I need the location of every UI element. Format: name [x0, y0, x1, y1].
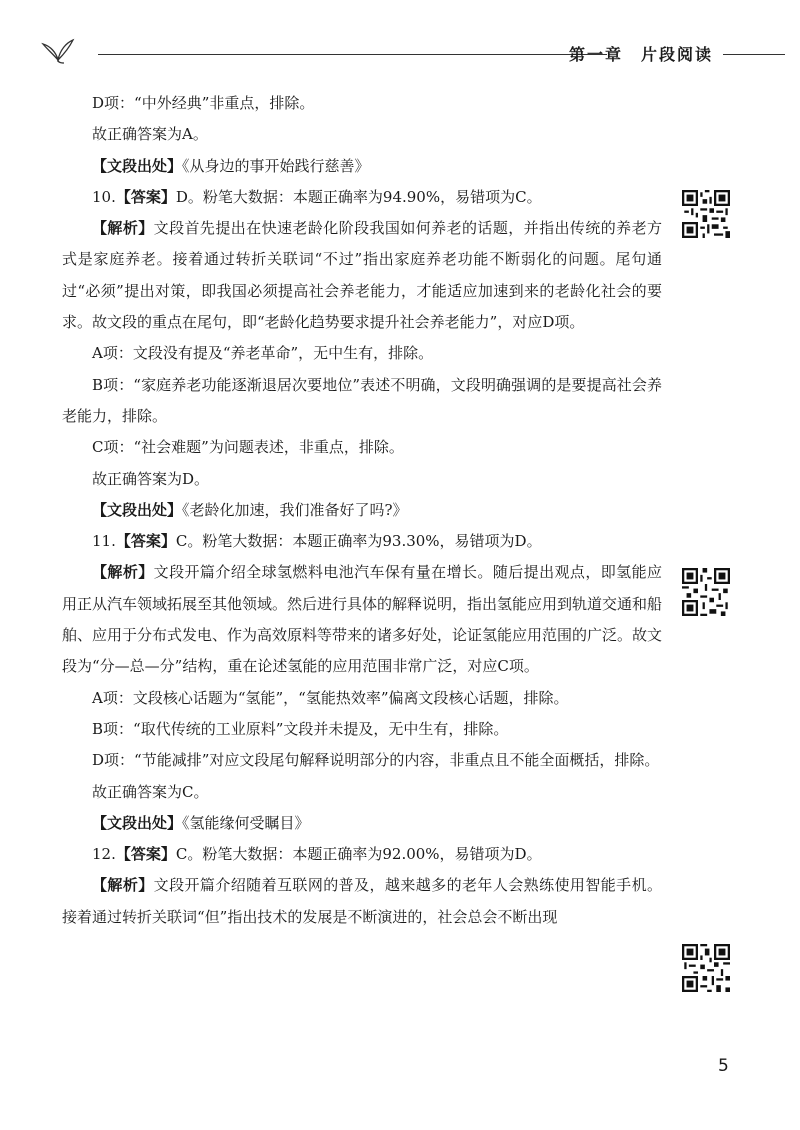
leaf-icon [40, 34, 76, 64]
chapter-title: 第一章 片段阅读 [568, 45, 713, 64]
source-title: 《氢能缘何受瞩目》 [182, 813, 310, 832]
text-line: A项：文段核心话题为“氢能”，“氢能热效率”偏离文段核心话题，排除。 [92, 688, 569, 707]
qr-code-icon[interactable] [682, 190, 730, 238]
source-line [62, 808, 662, 839]
qr-code-icon[interactable] [682, 944, 730, 992]
option-line [62, 745, 662, 776]
analysis-paragraph [62, 557, 662, 682]
source-line [62, 495, 662, 526]
analysis-tag: 【解析】 [92, 563, 154, 582]
answer-text: C。粉笔大数据：本题正确率为93.30%，易错项为D。 [175, 532, 542, 551]
header-rule-left [98, 54, 607, 55]
answer-text: C。粉笔大数据：本题正确率为92.00%，易错项为D。 [175, 845, 542, 864]
analysis-text: 文段开篇介绍全球氢燃料电池汽车保有量在增长。随后提出观点，即氢能应用正从汽车领域拓展至其他领域。然后进行具体的解释说明，指出氢能应用到轨道交通和船舶、应用于分布式发电、作为高效原料等带来的诸多好处，论证氢能应用范围的广泛。故文段为“分—总—分”结构，重在论述氢能的应用范围非常广泛，对应C项。 [62, 563, 663, 676]
page-number: 5 [718, 1056, 729, 1076]
analysis-tag: 【解析】 [92, 876, 154, 895]
text-line: D项：“节能减排”对应文段尾句解释说明部分的内容，非重点且不能全面概括，排除。 [92, 751, 660, 770]
header-rule-right [723, 54, 785, 55]
text-line: 故正确答案为A。 [92, 125, 208, 144]
source-tag: 【文段出处】 [92, 500, 183, 519]
source-title: 《从身边的事开始践行慈善》 [182, 156, 370, 175]
text-line: A项：文段没有提及“养老革命”，无中生有，排除。 [92, 344, 434, 363]
analysis-tag: 【解析】 [92, 219, 154, 238]
source-tag: 【文段出处】 [92, 813, 183, 832]
text-line: D项：“中外经典”非重点，排除。 [92, 94, 315, 112]
qr-code-icon[interactable] [682, 568, 730, 616]
analysis-paragraph [62, 213, 662, 338]
source-line [62, 151, 662, 182]
text-line: 故正确答案为C。 [92, 782, 209, 801]
question-number: 11. [92, 532, 116, 551]
answer-line-10 [62, 182, 662, 213]
source-tag: 【文段出处】 [92, 156, 183, 175]
text-line: B项：“家庭养老功能逐渐退居次要地位”表述不明确，文段明确强调的是要提高社会养老能力，排除。 [62, 375, 662, 425]
answer-tag: 【答案】 [115, 845, 176, 864]
answer-line-12 [62, 839, 662, 870]
option-line [62, 370, 662, 433]
answer-tag: 【答案】 [115, 187, 176, 206]
text-line: B项：“取代传统的工业原料”文段并未提及，无中生有，排除。 [92, 719, 509, 738]
option-line [62, 432, 662, 463]
page-header [40, 34, 785, 74]
analysis-text: 文段首先提出在快速老龄化阶段我国如何养老的话题，并指出传统的养老方式是家庭养老。接着通过转折关联词“不过”指出家庭养老功能不断弱化的问题。尾句通过“必须”提出对策，即我国必须提高社会养老能力，才能适应加速到来的老龄化社会的要求。故文段的重点在尾句，即“老龄化趋势要求提升社会养老能力”，对应D项。 [62, 219, 662, 332]
source-title: 《老龄化加速，我们准备好了吗?》 [182, 500, 408, 519]
analysis-paragraph [62, 870, 662, 933]
answer-text: D。粉笔大数据：本题正确率为94.90%，易错项为C。 [175, 187, 542, 206]
option-line [62, 714, 662, 745]
question-number: 12. [92, 845, 116, 864]
text-line: 故正确答案为D。 [92, 469, 210, 488]
analysis-text: 文段开篇介绍随着互联网的普及，越来越多的老年人会熟练使用智能手机。接着通过转折关联词“但”指出技术的发展是不断演进的，社会总会不断出现 [62, 876, 662, 926]
option-line [62, 88, 662, 119]
conclusion-line [62, 464, 662, 495]
question-number: 10. [92, 187, 116, 206]
answer-line-11 [62, 526, 662, 557]
conclusion-line [62, 119, 662, 150]
answer-tag: 【答案】 [115, 532, 176, 551]
option-line [62, 683, 662, 714]
option-line [62, 338, 662, 369]
answer-explanations [62, 88, 662, 933]
text-line: C项：“社会难题”为问题表述，非重点，排除。 [92, 438, 404, 457]
conclusion-line [62, 777, 662, 808]
